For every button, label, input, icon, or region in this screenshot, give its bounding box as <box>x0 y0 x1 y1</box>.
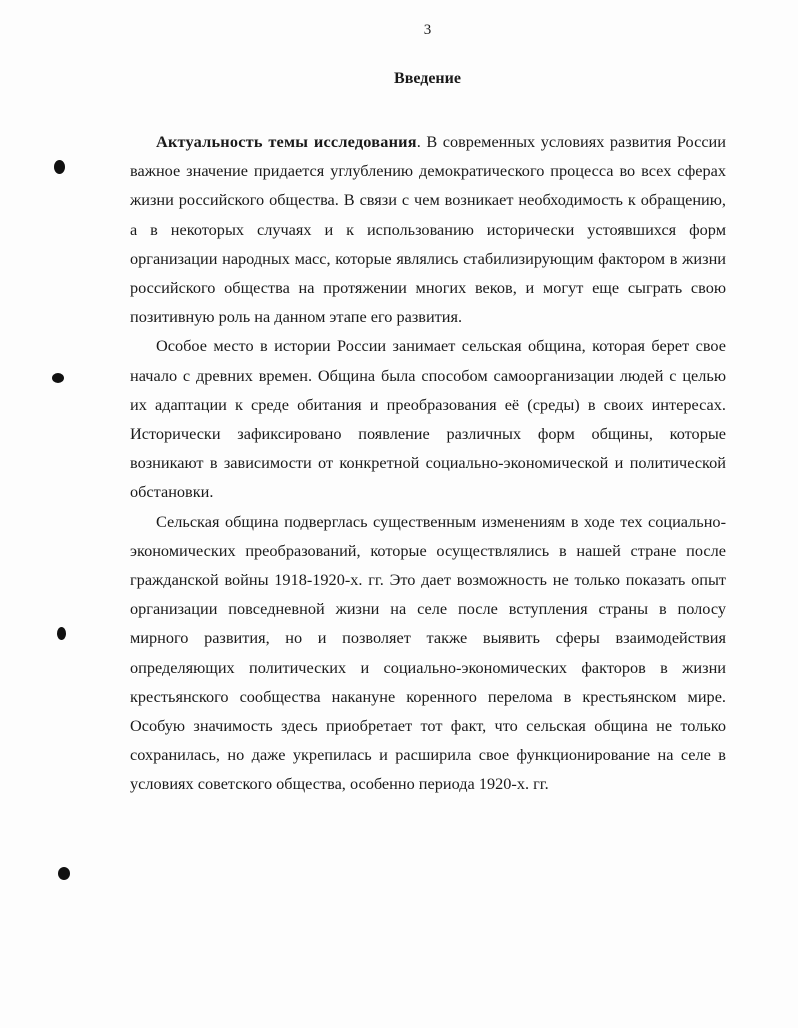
hole-punch-mark <box>52 373 64 383</box>
paragraph-2: Особое место в истории России занимает сельская община, которая берет свое начало с древних времен. Община была способом самоорганизации людей с целью их адаптации к среде обитания и преобразования её (среды) в своих интересах. Исторически зафиксировано появление различных форм общины, которые возникают в зависимости от конкретной социально-экономической и политической обстановки. <box>130 336 726 502</box>
section-title: Введение <box>394 70 461 87</box>
paragraph-1 <box>130 127 726 331</box>
hole-punch-mark <box>57 627 66 640</box>
body-text <box>130 127 726 799</box>
page-number: 3 <box>423 22 432 38</box>
paragraph-text: . В современных условиях развития России важное значение придается углублению демократического процесса во всех сферах жизни российского общества. В связи с чем возникает необходимость к обращению, а в некоторых случаях и к использованию исторически устоявшихся форм организации народных масс, которые являлись стабилизирующим фактором в жизни российского общества на протяжении многих веков, и могут еще сыграть свою позитивную роль на данном этапе его развития. <box>130 132 726 327</box>
hole-punch-mark <box>54 160 65 174</box>
paragraph-3: Сельская община подверглась существенным изменениям в ходе тех социально-экономических преобразований, которые осуществлялись в нашей стране после гражданской войны 1918-1920-х. гг. Это дает возможность не только показать опыт организации повседневной жизни на селе после вступления страны в полосу мирного развития, но и позволяет также выявить сферы взаимодействия определяющих политических и социально-экономических факторов в жизни крестьянского сообщества накануне коренного перелома в крестьянском мире. Особую значимость здесь приобретает тот факт, что сельская община не только сохранилась, но даже укрепилась и расширила свое функционирование на селе в условиях советского общества, особенно периода 1920-х. гг. <box>130 511 726 794</box>
paragraph-lead: Актуальность темы исследования <box>156 132 417 151</box>
hole-punch-mark <box>58 867 70 880</box>
